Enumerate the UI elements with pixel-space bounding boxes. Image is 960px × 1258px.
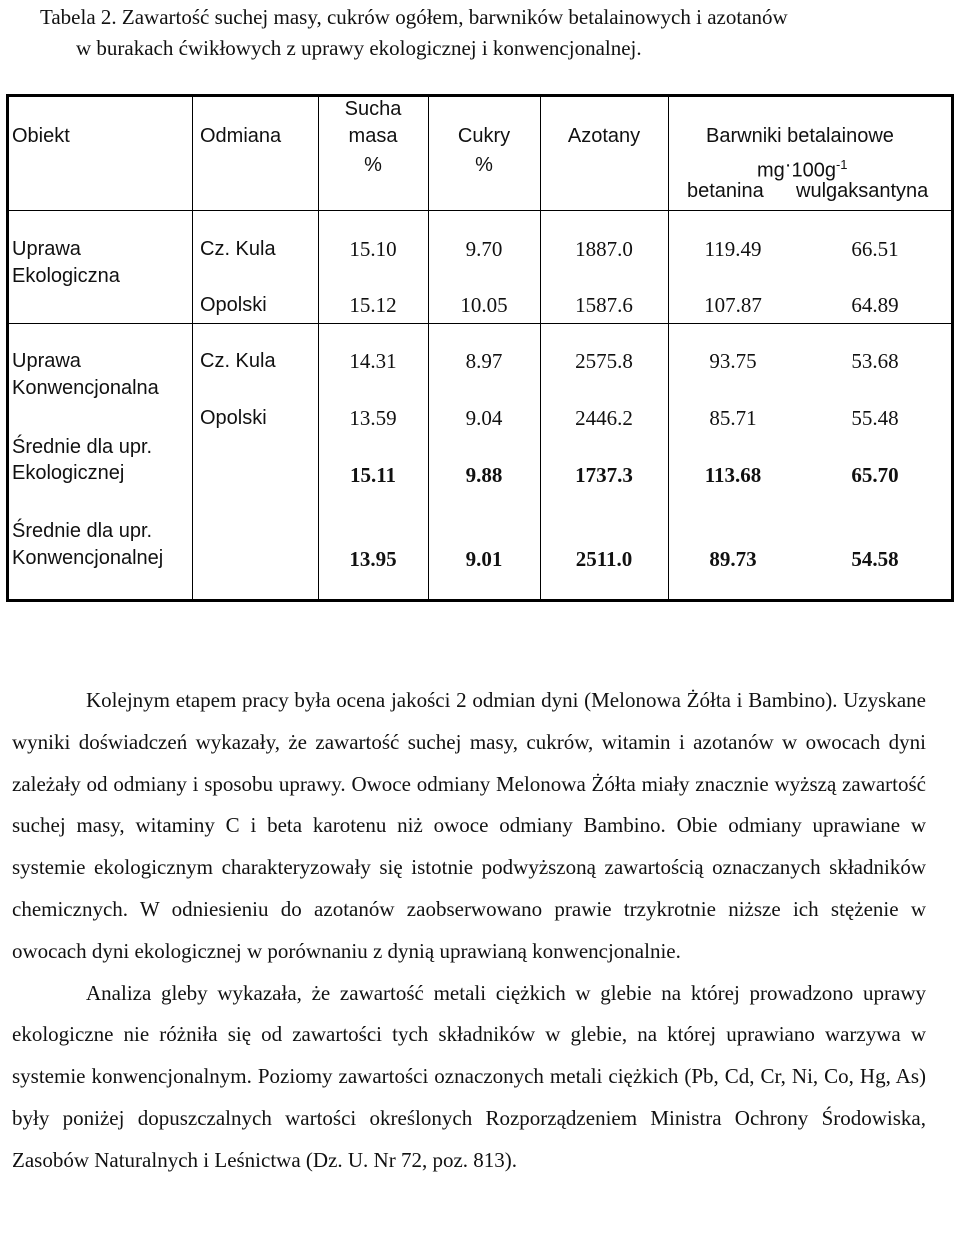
body-text: [12, 680, 926, 1182]
header-sucha-masa-line2: masa: [348, 125, 398, 147]
cell-betanina: 113.68: [704, 463, 762, 487]
cell-wulgaksantyna: 53.68: [851, 349, 899, 373]
avg-label-ekologicznej-line1: Średnie dla upr.: [12, 436, 153, 458]
header-sucha-masa-line3: %: [364, 154, 382, 176]
header-sucha-masa-line1: Sucha: [344, 98, 402, 120]
avg-label-ekologicznej-line2: Ekologicznej: [12, 462, 125, 484]
caption-line-1: Tabela 2. Zawartość suchej masy, cukrów ogółem, barwników betalainowych i azotanów: [40, 5, 788, 29]
cell-sucha-masa: 13.59: [349, 406, 397, 430]
header-obiekt: Obiekt: [12, 125, 70, 147]
cell-betanina: 85.71: [709, 406, 757, 430]
cell-azotany: 1737.3: [575, 463, 633, 487]
paragraph: Kolejnym etapem pracy była ocena jakości 2 odmian dyni (Melonowa Żółta i Bambino). Uzyskane wyniki doświadczeń wykazały, że zawartość suchej masy, cukrów, witamin i azotanów w owocach dyni zależały od odmiany i sposobu uprawy. Owoce odmiany Melonowa Żółta miały znacznie wyższą zawartość suchej masy, witaminy C i beta karotenu niż owoce odmiany Bambino. Obie odmiany uprawiane w systemie ekologicznym charakteryzowały się istotnie podwyższoną zawartością oznaczanych składników chemicznych. W odniesieniu do azotanów zaobserwowano prawie trzykrotnie niższe ich stężenie w owocach dyni ekologicznej w porównaniu z dynią uprawianą konwencjonalnie.: [12, 688, 926, 963]
avg-label-konwencjonalnej-line2: Konwencjonalnej: [12, 547, 164, 569]
table-caption: [40, 2, 788, 64]
table-column-divider: [192, 94, 193, 602]
table-column-divider: [668, 94, 669, 602]
paragraph: Analiza gleby wykazała, że zawartość metali ciężkich w glebie na której prowadzono uprawy ekologiczne nie różniła się od zawartości tych składników w glebie, na której uprawiano warzywa w systemie konwencjonalnym. Poziomy zawartości oznaczonych metali ciężkich (Pb, Cd, Cr, Ni, Co, Hg, As) były poniżej dopuszczalnych wartości określonych Rozporządzeniem Ministra Ochrony Środowiska, Zasobów Naturalnych i Leśnictwa (Dz. U. Nr 72, poz. 813).: [12, 980, 926, 1172]
cell-azotany: 2575.8: [575, 349, 633, 373]
cell-sucha-masa: 15.12: [349, 293, 397, 317]
cell-betanina: 89.73: [709, 547, 757, 571]
group-label-konwencjonalna-line1: Uprawa: [12, 350, 81, 372]
header-cukry-line2: %: [475, 154, 493, 176]
cell-betanina: 119.49: [704, 237, 762, 261]
table-header-divider: [6, 210, 954, 211]
cell-cukry: 9.04: [465, 406, 503, 430]
caption-line-2: w burakach ćwikłowych z uprawy ekologicznej i konwencjonalnej.: [76, 36, 642, 60]
avg-label-konwencjonalnej-line1: Średnie dla upr.: [12, 520, 153, 542]
cell-wulgaksantyna: 66.51: [851, 237, 899, 261]
cell-azotany: 2511.0: [575, 547, 633, 571]
unit-mg: mg: [757, 159, 785, 182]
cell-odmiana: Opolski: [200, 294, 267, 316]
cell-cukry: 8.97: [465, 349, 503, 373]
header-barwniki: Barwniki betalainowe: [706, 125, 894, 147]
group-label-konwencjonalna-line2: Konwencjonalna: [12, 377, 159, 399]
cell-sucha-masa: 13.95: [349, 547, 397, 571]
cell-azotany: 2446.2: [575, 406, 633, 430]
unit-dot: ·: [784, 153, 792, 176]
unit-exponent: -1: [835, 157, 848, 172]
header-azotany: Azotany: [567, 125, 641, 147]
header-odmiana: Odmiana: [200, 125, 282, 147]
cell-cukry: 10.05: [460, 293, 508, 317]
header-betanina: betanina: [687, 180, 764, 202]
group-label-ekologiczna-line2: Ekologiczna: [12, 265, 120, 287]
group-label-ekologiczna-line1: Uprawa: [12, 238, 81, 260]
cell-azotany: 1887.0: [575, 237, 633, 261]
cell-odmiana: Cz. Kula: [200, 350, 276, 372]
cell-sucha-masa: 15.11: [349, 463, 397, 487]
cell-wulgaksantyna: 54.58: [851, 547, 899, 571]
cell-sucha-masa: 15.10: [349, 237, 397, 261]
cell-cukry: 9.70: [465, 237, 503, 261]
cell-odmiana: Cz. Kula: [200, 238, 276, 260]
cell-wulgaksantyna: 55.48: [851, 406, 899, 430]
cell-sucha-masa: 14.31: [349, 349, 397, 373]
header-cukry-line1: Cukry: [457, 125, 511, 147]
header-wulgaksantyna: wulgaksantyna: [796, 180, 929, 202]
cell-betanina: 93.75: [709, 349, 757, 373]
cell-cukry: 9.01: [465, 547, 503, 571]
cell-cukry: 9.88: [465, 463, 503, 487]
cell-azotany: 1587.6: [575, 293, 633, 317]
cell-wulgaksantyna: 65.70: [851, 463, 899, 487]
table-group-divider: [6, 323, 954, 324]
unit-100g: 100g: [791, 159, 836, 182]
cell-wulgaksantyna: 64.89: [851, 293, 899, 317]
cell-odmiana: Opolski: [200, 407, 267, 429]
cell-betanina: 107.87: [704, 293, 762, 317]
